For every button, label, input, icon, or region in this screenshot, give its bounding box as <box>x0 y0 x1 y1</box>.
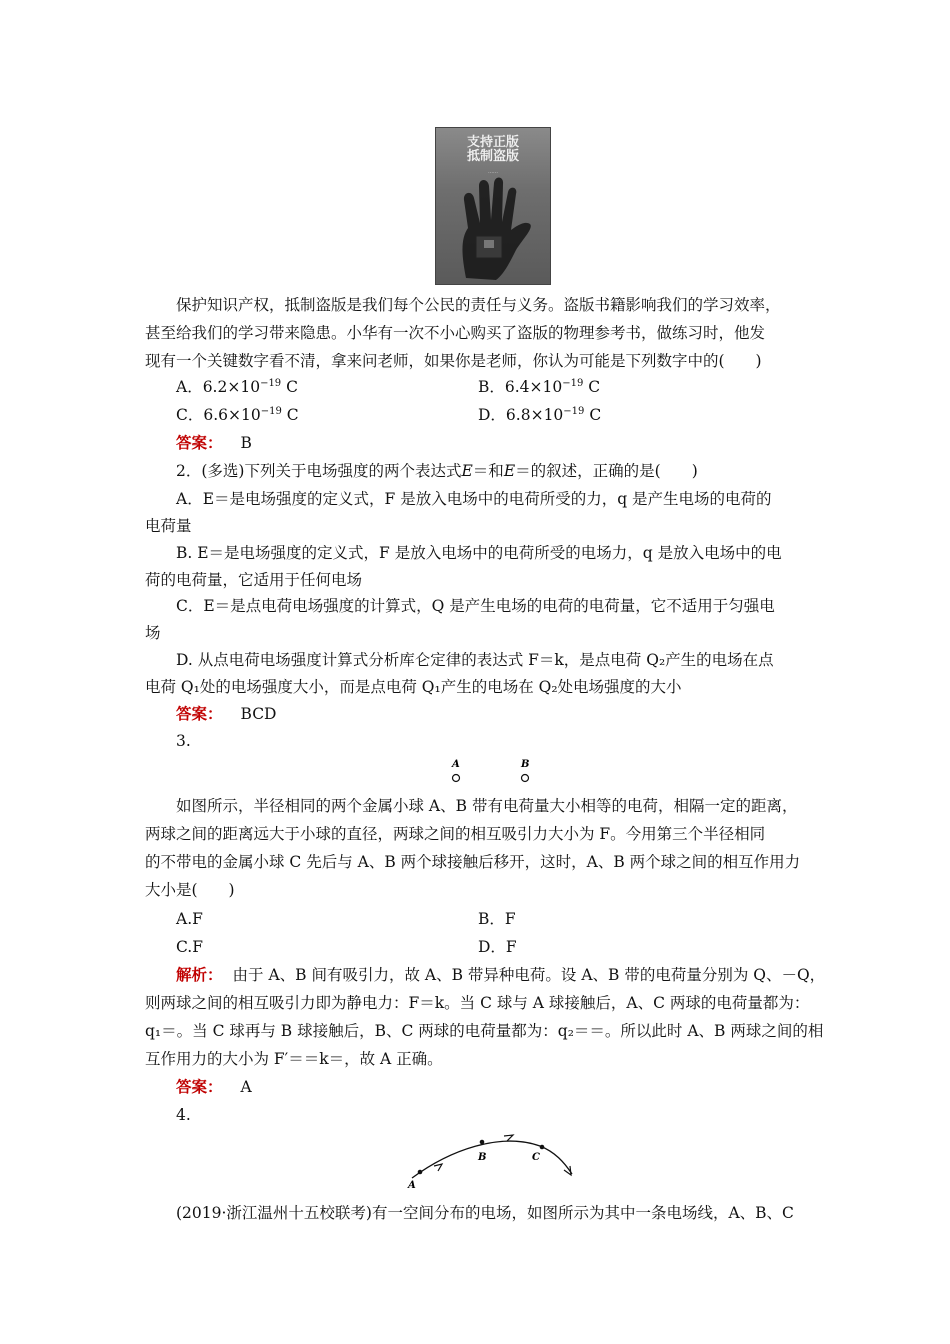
q3-stem-line4: 大小是( ) <box>145 881 235 899</box>
q4-label-c: C <box>532 1152 540 1163</box>
q1-option-a: A．$6.2\times 10^{-19}$ C <box>176 377 298 396</box>
q2-option-c-line1: C．E＝是点电荷电场强度的计算式，Q 是产生电场的电荷的电荷量，它不适用于匀强电 <box>176 597 775 615</box>
answer-label: 答案： <box>176 433 223 452</box>
q3-stem-line3: 的不带电的金属小球 C 先后与 A、B 两个球接触后移开，这时，A、B 两个球之间的相互作用力 <box>145 853 801 871</box>
q4-label-a: A <box>408 1180 416 1190</box>
arrow-icon <box>434 1164 442 1171</box>
point-a <box>418 1170 423 1175</box>
q2-option-d-line2: 电荷 Q₁处的电场强度大小，而是点电荷 Q₁产生的电场在 Q₂处电场强度的大小 <box>145 678 682 696</box>
q1-answer <box>176 432 252 454</box>
answer-value: B <box>240 434 252 452</box>
q2-option-c-line2: 场 <box>145 624 161 642</box>
q3-option-c: C.F <box>176 938 203 956</box>
q4-number: 4. <box>176 1106 191 1124</box>
q2-option-a-line2: 电荷量 <box>145 517 192 535</box>
q2-option-b-line1: B. E＝是电场强度的定义式，F 是放入电场中的电荷所受的电场力，q 是放入电场中的电 <box>176 544 782 562</box>
answer-value: BCD <box>240 705 277 723</box>
q3-stem-line2: 两球之间的距离远大于小球的直径，两球之间的相互吸引力大小为 F。今用第三个半径相同 <box>145 825 766 843</box>
q3-analysis-line2: 则两球之间的相互吸引力即为静电力：F＝k。当 C 球与 A 球接触后，A、C 两球的电荷量都为： <box>145 994 810 1012</box>
analysis-label: 解析： <box>176 965 223 984</box>
q4-stem-line1: (2019·浙江温州十五校联考)有一空间分布的电场，如图所示为其中一条电场线，A、B、C <box>176 1204 794 1222</box>
q4-field-line-figure <box>400 1130 580 1190</box>
q2-option-d-line1: D. 从点电荷电场强度计算式分析库仑定律的表达式 F＝k，是点电荷 Q₂产生的电场在点 <box>176 651 774 669</box>
q2-option-a-line1: A．E＝是电场强度的定义式，F 是放入电场中的电荷所受的力，q 是产生电场的电荷的 <box>176 490 772 508</box>
q1-stem-line1: 保护知识产权，抵制盗版是我们每个公民的责任与义务。盗版书籍影响我们的学习效率， <box>176 296 781 314</box>
q3-stem-line1: 如图所示，半径相同的两个金属小球 A、B 带有电荷量大小相等的电荷，相隔一定的距离， <box>176 797 798 815</box>
q1-option-b: B．$6.4\times 10^{-19}$ C <box>478 377 601 396</box>
q1-stem-line3: 现有一个关键数字看不清，拿来问老师，如果你是老师，你认为可能是下列数字中的( ) <box>145 352 762 370</box>
electric-field-line <box>412 1141 572 1178</box>
q2-option-b-line2: 荷的电荷量，它适用于任何电场 <box>145 571 363 589</box>
answer-value: A <box>240 1078 252 1096</box>
q3-option-a: A.F <box>176 910 203 928</box>
q4-label-b: B <box>478 1152 487 1163</box>
q3-answer <box>176 1076 252 1098</box>
handprint-icon <box>436 128 550 284</box>
q3-analysis-line3: q₁＝。当 C 球再与 B 球接触后，B、C 两球的电荷量都为：q₂＝＝。所以此时 A、B 两球之间的相 <box>145 1022 824 1040</box>
point-b <box>480 1140 485 1145</box>
poster-subtitle: …… <box>488 169 498 175</box>
answer-label: 答案： <box>176 1077 223 1096</box>
q3-option-d: D．F <box>478 938 517 956</box>
point-c <box>540 1145 545 1150</box>
poster-title-line2: 抵制盗版 <box>466 149 519 164</box>
q3-number: 3. <box>176 732 191 750</box>
q3-label-b: B <box>521 759 530 770</box>
answer-label: 答案： <box>176 704 223 723</box>
poster-title-line1: 支持正版 <box>466 135 519 150</box>
arrow-icon <box>504 1135 513 1141</box>
q3-analysis-line4: 互作用力的大小为 F′＝＝k＝，故 A 正确。 <box>145 1050 443 1068</box>
q3-label-a: A <box>452 759 460 770</box>
q2-answer <box>176 703 276 725</box>
q3-option-b: B．F <box>478 910 516 928</box>
q1-stem-line2: 甚至给我们的学习带来隐患。小华有一次不小心购买了盗版的物理参考书，做练习时，他发 <box>145 324 766 342</box>
q3-analysis-line1: 解析： 由于 A、B 间有吸引力，故 A、B 带异种电荷。设 A、B 带的电荷量分别为 Q、－Q， <box>176 965 826 984</box>
q1-option-c: C．$6.6\times 10^{-19}$ C <box>176 405 299 424</box>
q1-option-d: D．$6.8\times 10^{-19}$ C <box>478 405 602 424</box>
q2-stem: 2．(多选)下列关于电场强度的两个表达式E＝和E＝的叙述，正确的是( ) <box>176 462 698 480</box>
anti-piracy-poster-image <box>435 127 551 285</box>
q3-two-spheres-figure <box>440 756 550 786</box>
sphere-b-icon <box>522 775 529 782</box>
sphere-a-icon <box>453 775 460 782</box>
